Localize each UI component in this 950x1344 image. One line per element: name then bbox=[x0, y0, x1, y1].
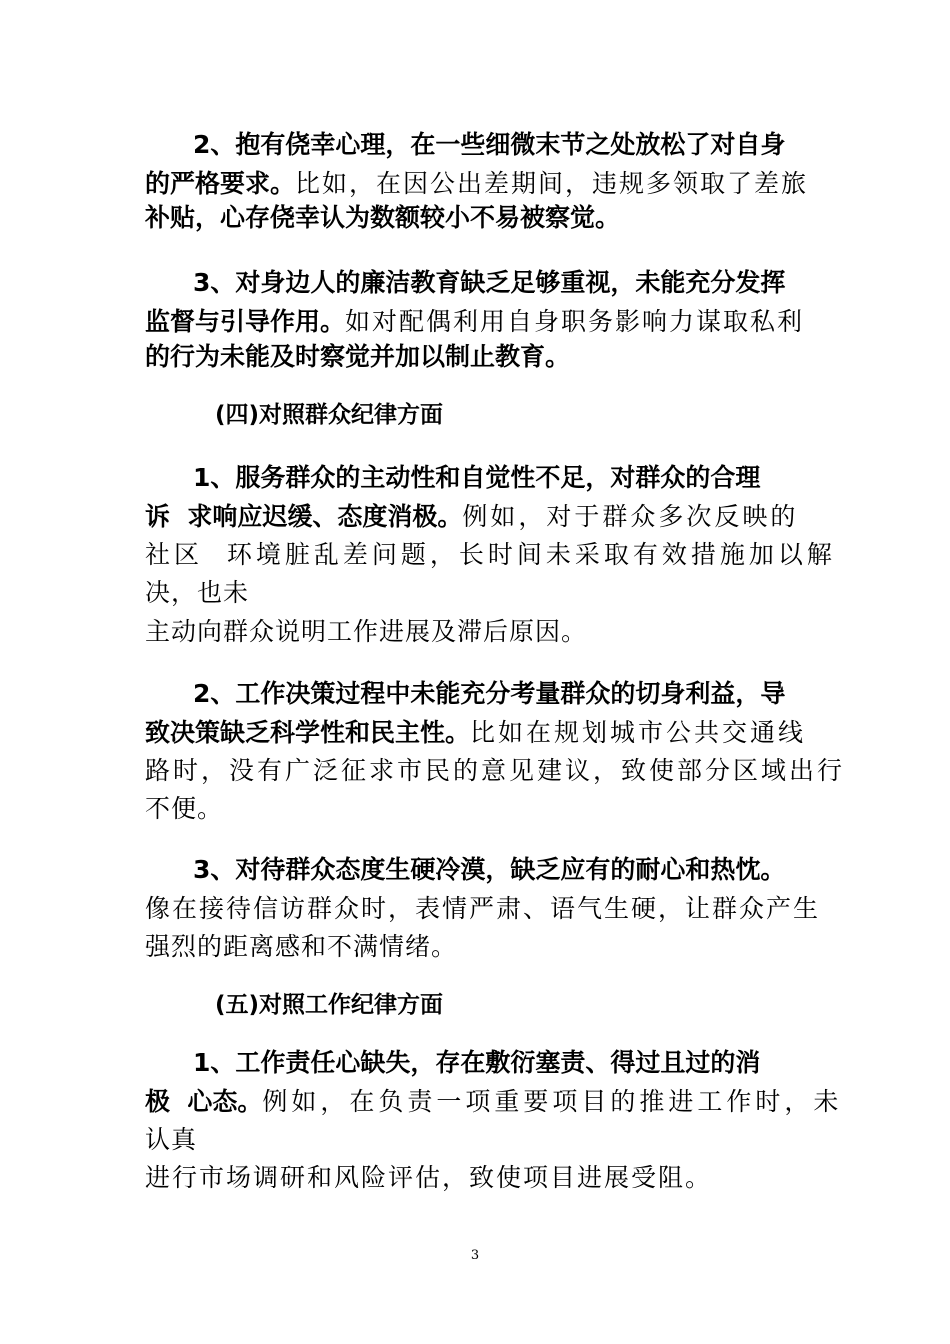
paragraph-line: 不便。 bbox=[145, 794, 224, 823]
paragraph-line: 进行市场调研和风险评估，致使项目进展受阻。 bbox=[145, 1163, 713, 1192]
paragraph-line: 认真 bbox=[145, 1125, 198, 1154]
paragraph-line: 路时，没有广泛征求市民的意见建议，致使部分区域出行 bbox=[145, 756, 846, 785]
paragraph-line: 强烈的距离感和不满情绪。 bbox=[145, 932, 458, 961]
paragraph-line bbox=[145, 1084, 842, 1120]
paragraph-line: 像在接待信访群众时，表情严肃、语气生硬，让群众产生 bbox=[145, 894, 821, 923]
text-run: 致决策缺乏科学性和民主性。 bbox=[145, 718, 471, 747]
paragraph-line: 1、服务群众的主动性和自觉性不足，对群众的合理 bbox=[193, 463, 761, 492]
paragraph-line: 决，也未 bbox=[145, 578, 250, 607]
text-run: 诉 求响应迟缓、态度消极。 bbox=[145, 502, 463, 531]
paragraph-line bbox=[145, 304, 804, 340]
paragraph-line bbox=[145, 715, 806, 751]
paragraph-line: 补贴，心存侥幸认为数额较小不易被察觉。 bbox=[145, 203, 621, 232]
text-run: 比如在规划城市公共交通线 bbox=[470, 718, 807, 747]
paragraph-line: 社区 环境脏乱差问题，长时间未采取有效措施加以解 bbox=[145, 540, 836, 569]
text-run: 极 心态。 bbox=[145, 1087, 263, 1116]
paragraph-line bbox=[145, 166, 808, 202]
text-run: 如对配偶利用自身职务影响力谋取私利 bbox=[345, 307, 805, 336]
paragraph-line: 2、抱有侥幸心理，在一些细微末节之处放松了对自身 bbox=[193, 130, 786, 159]
section-heading: (五)对照工作纪律方面 bbox=[215, 992, 444, 1018]
section-heading: (四)对照群众纪律方面 bbox=[215, 402, 444, 428]
paragraph-line: 1、工作责任心缺失，存在敷衍塞责、得过且过的消 bbox=[193, 1048, 761, 1077]
text-run: 的严格要求。 bbox=[145, 169, 296, 198]
text-run: 例如，对于群众多次反映的 bbox=[462, 502, 799, 531]
paragraph-line bbox=[145, 499, 798, 535]
paragraph-line: 3、对待群众态度生硬冷漠，缺乏应有的耐心和热忱。 bbox=[193, 855, 786, 884]
paragraph-line: 的行为未能及时察觉并加以制止教育。 bbox=[145, 342, 571, 371]
text-run: 例如，在负责一项重要项目的推进工作时，未 bbox=[262, 1087, 843, 1116]
page-number: 3 bbox=[470, 1248, 480, 1263]
paragraph-line: 主动向群众说明工作进展及滞后原因。 bbox=[145, 617, 588, 646]
text-run: 比如，在因公出差期间，违规多领取了差旅 bbox=[295, 169, 809, 198]
paragraph-line: 2、工作决策过程中未能充分考量群众的切身利益，导 bbox=[193, 679, 786, 708]
text-run: 监督与引导作用。 bbox=[145, 307, 346, 336]
paragraph-line: 3、对身边人的廉洁教育缺乏足够重视，未能充分发挥 bbox=[193, 268, 786, 297]
